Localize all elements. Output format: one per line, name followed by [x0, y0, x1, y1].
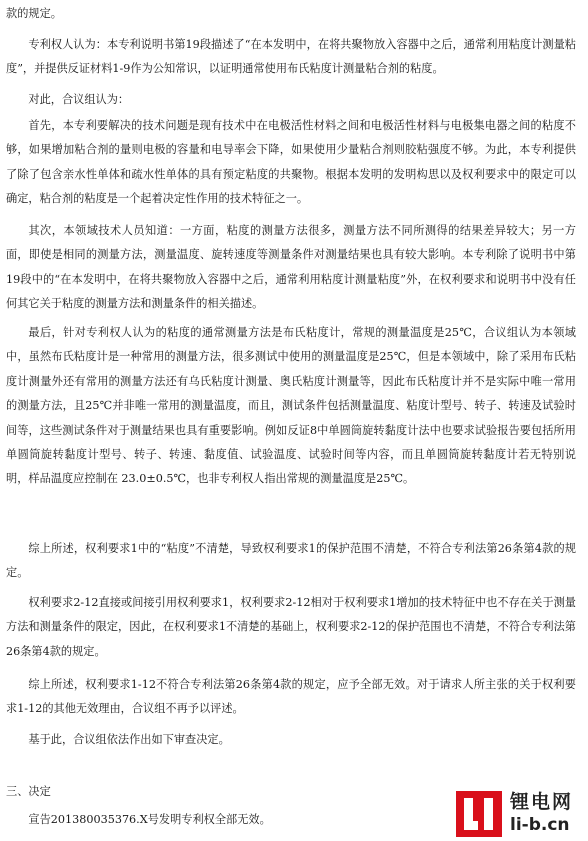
decision-text: 宣告201380035376.X号发明专利权全部无效。: [28, 813, 271, 826]
paragraph-summary-claim1: 综上所述，权利要求1中的“粘度”不清楚，导致权利要求1的保护范围不清楚，不符合专利法第26条第4款的规定。: [6, 542, 576, 580]
paragraph-basis: 基于此，合议组依法作出如下审查决定。: [28, 733, 230, 746]
paragraph-continuation: 款的规定。: [6, 7, 62, 20]
logo-mark-icon: [456, 791, 502, 837]
paragraph-patentee-argument: 专利权人认为：本专利说明书第19段描述了“在本发明中，在将共聚物放入容器中之后，通常利用粘度计测量粘度”，并提供反证材料1-9作为公知常识，以证明通常使用布氏粘度计测量粘合剂的粘度。: [6, 38, 576, 76]
section-heading: 三、决定: [6, 785, 51, 798]
paragraph-claims-2-12: 权利要求2-12直接或间接引用权利要求1，权利要求2-12相对于权利要求1增加的技术特征中也不存在关于测量方法和测量条件的限定，因此，在权利要求1不清楚的基础上，权利要求2-12的保护范围也不清楚，不符合专利法第26条第4款的规定。: [6, 596, 576, 658]
paragraph-second-point: 其次，本领域技术人员知道：一方面，粘度的测量方法很多，测量方法不同所测得的结果差异较大；另一方面，即使是相同的测量方法，测量温度、旋转速度等测量条件对测量结果也具有较大影响。本专利除了说明书中第19段中的“在本发明中，在将共聚物放入容器中之后，通常利用粘度计测量粘度”外，在权利要求和说明书中没有任何其它关于粘度的测量方法和测量条件的相关描述。: [6, 224, 576, 311]
paragraph-final-point: 最后，针对专利权人认为的粘度的通常测量方法是布氏粘度计，常规的测量温度是25℃，合议组认为本领域中，虽然布氏粘度计是一种常用的测量方法，很多测试中使用的测量温度是25℃，但是本领域中，除了采用布氏粘度计测量外还有常用的测量方法还有乌氏粘度计测量、奥氏粘度计测量等，因此布氏粘度计并不是实际中唯一常用的测量方法，且25℃并非唯一常用的测量温度，而且，测试条件包括测量温度、粘度计型号、转子、转速及试验时间等，这些测试条件对于测量结果也具有重要影响。例如反证8中单圆筒旋转黏度计法中也要求试验报告要包括所用单圆筒旋转黏度计型号、转子、转速、黏度值、试验温度、试验时间等内容，而且单圆筒旋转黏度计若无特别说明，样品温度应控制在 23.0±0.5℃，也非专利权人指出常规的测量温度是25℃。: [6, 326, 576, 486]
paragraph-summary-all: 综上所述，权利要求1-12不符合专利法第26条第4款的规定，应予全部无效。对于请求人所主张的关于权利要求1-12的其他无效理由，合议组不再予以评述。: [6, 678, 576, 716]
paragraph-first-point: 首先，本专利要解决的技术问题是现有技术中在电极活性材料之间和电极活性材料与电极集电器之间的粘度不够，如果增加粘合剂的量则电极的容量和电导率会下降，如果使用少量粘合剂则胶粘强度不够。为此，本专利提供了除了包含亲水性单体和疏水性单体的具有预定粘度的共聚物。根据本发明的发明构思以及权利要求中的限定可以确定，粘合剂的粘度是一个起着决定性作用的技术特征之一。: [6, 119, 576, 206]
logo-chinese-name: 锂电网: [510, 791, 574, 813]
logo-domain: li-b.cn: [510, 815, 570, 835]
site-logo: [456, 791, 586, 837]
paragraph-panel-opinion: 对此，合议组认为：: [28, 93, 130, 106]
